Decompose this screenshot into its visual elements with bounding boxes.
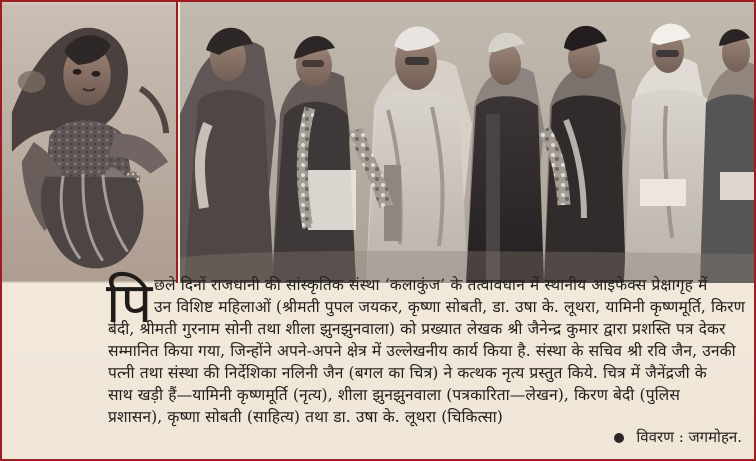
group-photo-illustration xyxy=(180,2,754,283)
caption-line-1: छले दिनों राजधानी की सांस्कृतिक संस्था ‘कलाकुंज’ के तत्वावधान में स्थानीय आइफेक्स प्रेक्षागृह में xyxy=(154,276,708,294)
dancer-photo xyxy=(2,2,178,283)
dancer-photo-illustration xyxy=(2,2,176,283)
caption-line-2: उन विशिष्ट महिलाओं (श्रीमती पुपल जयकर, कृष्णा सोबती, डा. उषा के. लूथरा, यामिनी कृष्णमूर्ति, किरण xyxy=(154,298,746,316)
caption-line-5: पत्नी तथा संस्था की निर्देशिका नलिनी जैन (बगल का चित्र) ने कत्थक नृत्य प्रस्तुत किये. चित्र में जैनेंद्रजी के xyxy=(108,364,707,382)
photo-credit xyxy=(614,427,742,447)
group-photo xyxy=(180,2,754,283)
caption-line-7: प्रशासन), कृष्णा सोबती (साहित्य) तथा डा. उषा के. लूथरा (चिकित्सा) xyxy=(108,408,503,426)
caption-text-block xyxy=(108,270,748,440)
bullet-icon xyxy=(614,433,624,443)
caption-drop-cap: पि xyxy=(106,271,153,336)
caption-line-3: बेदी, श्रीमती गुरनाम सोनी तथा शीला झुनझुनवाला) को प्रख्यात लेखक श्री जैनेन्द्र कुमार द्वारा प्रशस्ति पत्र देकर xyxy=(108,320,726,338)
credit-text: विवरण : जगमोहन. xyxy=(636,428,742,446)
caption-line-4: सम्मानित किया गया, जिन्होंने अपने-अपने क्षेत्र में उल्लेखनीय कार्य किया है. संस्था के सचिव श्री रवि जैन, उनकी xyxy=(108,342,736,360)
caption-line-6: साथ खड़ी हैं—यामिनी कृष्णमूर्ति (नृत्य), शीला झुनझुनवाला (पत्रकारिता—लेखन), किरण बेदी (पुलिस xyxy=(108,386,681,404)
